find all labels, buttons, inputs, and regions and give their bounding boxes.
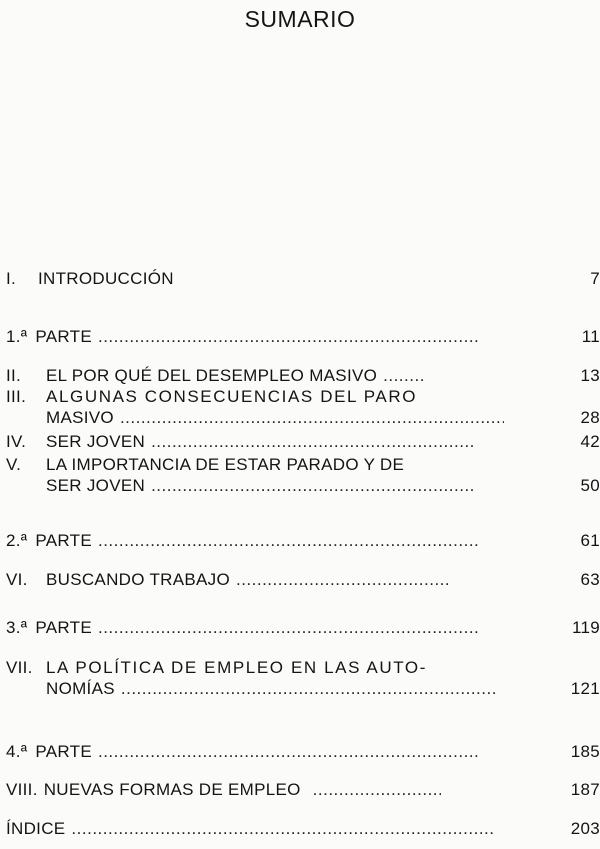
toc-page: 63	[580, 570, 600, 589]
toc-number: VII.	[6, 658, 33, 677]
toc-label: PARTE	[35, 618, 92, 637]
toc-page: 121	[570, 679, 600, 698]
toc-number: 4.ª	[6, 742, 28, 761]
toc-page: 13	[580, 366, 600, 385]
toc-label: NUEVAS FORMAS DE EMPLEO	[43, 780, 301, 799]
toc-leader	[236, 569, 448, 590]
toc-label-line2: MASIVO	[46, 408, 114, 427]
toc-entry-indice[interactable]	[6, 818, 600, 839]
toc-page: 61	[580, 531, 600, 550]
toc-entry-capitulo-6[interactable]	[6, 569, 600, 590]
toc-number: 3.ª	[6, 618, 28, 637]
toc-page: 119	[571, 618, 600, 637]
toc-entry-parte-1[interactable]	[6, 326, 600, 347]
toc-entry-parte-2[interactable]	[6, 530, 600, 551]
toc-number: II.	[6, 366, 22, 385]
toc-leader	[151, 431, 476, 452]
toc-label: INTRODUCCIÓN	[38, 269, 174, 288]
toc-entry-capitulo-7[interactable]	[6, 657, 600, 699]
toc-entry-parte-4[interactable]	[6, 741, 600, 762]
toc-page: 42	[580, 432, 600, 451]
toc-number: V.	[6, 455, 22, 474]
toc-label: PARTE	[35, 327, 92, 346]
toc-page: 185	[570, 742, 600, 761]
toc-number: IV.	[6, 432, 27, 451]
toc-entry-capitulo-5[interactable]	[6, 454, 600, 496]
toc-label-line1: ALGUNAS CONSECUENCIAS DEL PARO	[46, 387, 418, 406]
toc-entry-capitulo-4[interactable]	[6, 431, 600, 452]
toc-label-line2: NOMÍAS	[46, 679, 115, 698]
toc-leader	[98, 530, 478, 551]
page-title: SUMARIO	[244, 6, 356, 32]
toc-page: 187	[570, 780, 600, 799]
toc-label-line2: SER JOVEN	[46, 476, 146, 495]
toc-leader	[120, 407, 504, 428]
toc-page: 203	[570, 819, 600, 838]
toc-leader	[313, 779, 441, 800]
toc-leader	[151, 475, 476, 496]
toc-leader	[71, 818, 496, 839]
toc-entry-parte-3[interactable]	[6, 617, 600, 638]
toc-label-line1: LA IMPORTANCIA DE ESTAR PARADO Y DE	[46, 455, 405, 474]
toc-number: III.	[6, 387, 27, 406]
toc-leader	[121, 678, 496, 699]
toc-leader	[98, 617, 478, 638]
toc-entry-capitulo-8[interactable]	[6, 779, 600, 800]
toc-entry-introduccion[interactable]	[6, 268, 600, 289]
toc-page: 28	[580, 408, 600, 427]
toc-label-line1: LA POLÍTICA DE EMPLEO EN LAS AUTO-	[46, 658, 427, 677]
toc-page: 11	[581, 327, 600, 346]
toc-number: 1.ª	[6, 327, 28, 346]
toc-number: VI.	[6, 570, 28, 589]
toc-label: SER JOVEN	[46, 432, 146, 451]
toc-leader	[98, 741, 478, 762]
toc-label: EL POR QUÉ DEL DESEMPLEO MASIVO	[46, 366, 378, 385]
toc-label: BUSCANDO TRABAJO	[46, 570, 230, 589]
toc-leader	[98, 326, 478, 347]
toc-leader	[383, 365, 425, 386]
toc-entry-capitulo-2[interactable]	[6, 365, 600, 386]
toc-number: 2.ª	[6, 531, 28, 550]
toc-page: 7	[590, 269, 600, 288]
toc-label: PARTE	[35, 531, 92, 550]
toc-label: PARTE	[35, 742, 92, 761]
toc-number: VIII.	[6, 780, 38, 799]
toc-page: 50	[580, 476, 600, 495]
toc-entry-capitulo-3[interactable]	[6, 386, 600, 428]
toc-number: I.	[6, 269, 17, 288]
toc-label: ÍNDICE	[6, 819, 66, 838]
